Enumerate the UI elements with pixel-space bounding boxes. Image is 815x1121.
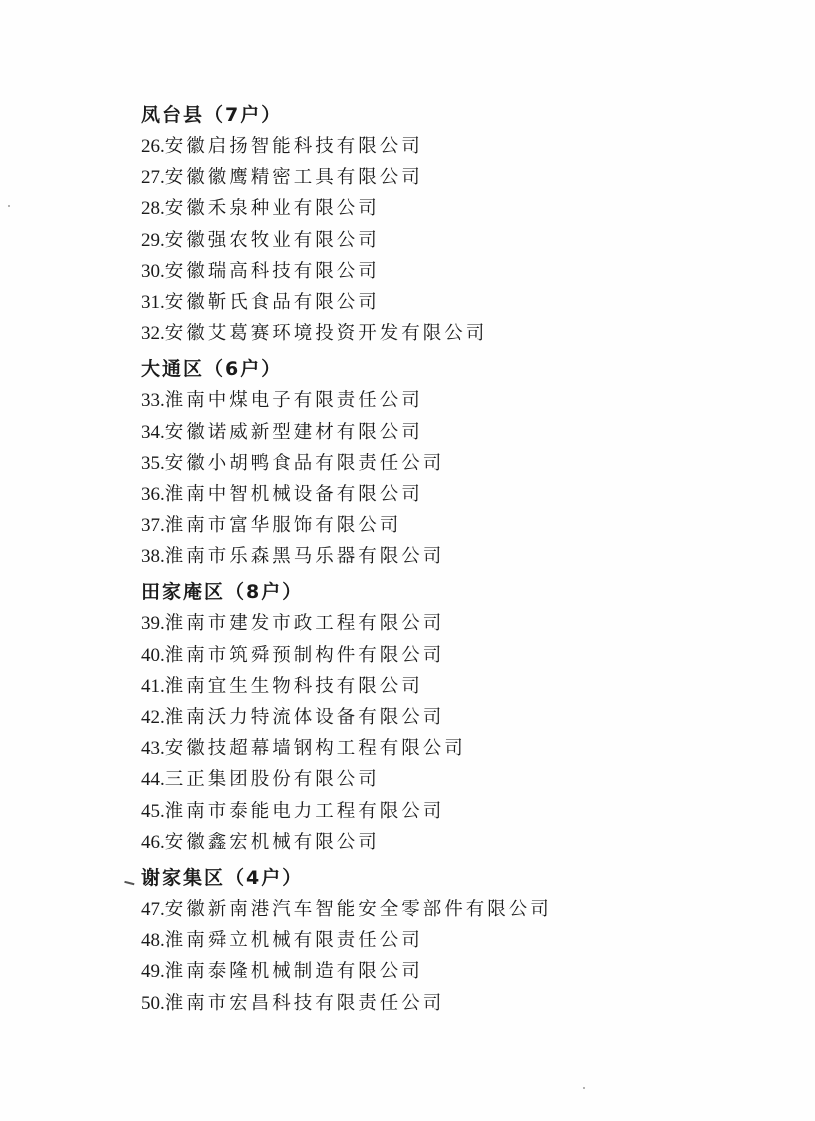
- company-name: 安徽禾泉种业有限公司: [164, 198, 380, 220]
- item-number: 26.: [141, 136, 165, 157]
- scan-speck: [8, 205, 10, 207]
- item-number: 40.: [141, 644, 165, 666]
- list-item: [141, 479, 781, 510]
- list-item: [141, 956, 781, 987]
- section-xiejiaji: [141, 863, 781, 1019]
- company-name: 安徽瑞高科技有限公司: [164, 260, 380, 282]
- list-item: [141, 417, 781, 448]
- item-number: 44.: [141, 769, 165, 791]
- item-number: 45.: [141, 800, 165, 822]
- company-name: 淮南沃力特流体设备有限公司: [164, 707, 445, 728]
- list-item: [141, 162, 781, 193]
- list-item: [141, 733, 781, 764]
- company-name: 淮南市建发市政工程有限公司: [164, 613, 445, 635]
- item-number: 36.: [141, 483, 165, 505]
- item-number: 50.: [141, 992, 165, 1014]
- company-name: 淮南中煤电子有限责任公司: [164, 390, 423, 412]
- item-number: 29.: [141, 229, 165, 251]
- section-datong: [141, 354, 781, 572]
- list-item: [141, 448, 781, 479]
- scan-speck: [583, 1087, 585, 1089]
- company-list: [141, 100, 781, 1019]
- section-tianjiaan: [141, 577, 781, 858]
- item-number: 41.: [141, 675, 165, 697]
- item-number: 48.: [141, 930, 165, 952]
- item-number: 34.: [141, 421, 165, 443]
- scan-mark: [124, 881, 135, 888]
- list-item: [141, 894, 781, 925]
- item-number: 39.: [141, 613, 165, 635]
- company-name: 安徽技超幕墙钢构工程有限公司: [164, 738, 466, 760]
- company-name: 安徽诺威新型建材有限公司: [164, 421, 423, 443]
- list-item: [141, 925, 781, 956]
- list-item: [141, 764, 781, 795]
- list-item: [141, 385, 781, 416]
- list-item: [141, 256, 781, 287]
- item-number: 43.: [141, 738, 165, 760]
- company-name: 淮南市乐森黑马乐器有限公司: [164, 546, 445, 568]
- list-item: [141, 131, 781, 162]
- company-name: 淮南市泰能电力工程有限公司: [164, 800, 445, 822]
- item-number: 28.: [141, 198, 165, 220]
- section-heading: 凤台县（7户）: [141, 104, 283, 126]
- company-name: 淮南宜生生物科技有限公司: [164, 675, 423, 697]
- list-item: [141, 988, 781, 1019]
- company-name: 三正集团股份有限公司: [164, 769, 380, 791]
- company-name: 安徽小胡鸭食品有限责任公司: [164, 452, 445, 474]
- list-item: [141, 702, 781, 733]
- item-number: 27.: [141, 167, 165, 189]
- company-name: 安徽强农牧业有限公司: [164, 229, 380, 251]
- item-number: 30.: [141, 260, 165, 282]
- company-name: 淮南市宏昌科技有限责任公司: [164, 992, 445, 1014]
- item-number: 31.: [141, 291, 165, 313]
- company-name: 淮南市富华服饰有限公司: [164, 515, 402, 537]
- company-name: 安徽启扬智能科技有限公司: [164, 136, 423, 157]
- company-name: 安徽艾葛赛环境投资开发有限公司: [164, 323, 488, 345]
- item-number: 37.: [141, 515, 165, 537]
- item-number: 49.: [141, 961, 165, 983]
- list-item: [141, 827, 781, 858]
- company-name: 淮南泰隆机械制造有限公司: [164, 961, 423, 983]
- list-item: [141, 796, 781, 827]
- company-name: 淮南舜立机械有限责任公司: [164, 930, 423, 952]
- company-name: 安徽新南港汽车智能安全零部件有限公司: [164, 898, 552, 920]
- list-item: [141, 541, 781, 572]
- company-name: 安徽靳氏食品有限公司: [164, 291, 380, 313]
- list-item: [141, 510, 781, 541]
- list-item: [141, 640, 781, 671]
- company-name: 安徽徽鹰精密工具有限公司: [164, 167, 423, 189]
- list-item: [141, 608, 781, 639]
- item-number: 47.: [141, 898, 165, 920]
- item-number: 42.: [141, 707, 165, 728]
- item-number: 33.: [141, 390, 165, 412]
- company-name: 安徽鑫宏机械有限公司: [164, 831, 380, 853]
- company-name: 淮南市筑舜预制构件有限公司: [164, 644, 445, 666]
- list-item: [141, 318, 781, 349]
- section-heading: 大通区（6户）: [141, 358, 283, 381]
- list-item: [141, 225, 781, 256]
- item-number: 38.: [141, 546, 165, 568]
- item-number: 46.: [141, 831, 165, 853]
- company-name: 淮南中智机械设备有限公司: [164, 483, 423, 505]
- item-number: 32.: [141, 323, 165, 345]
- list-item: [141, 671, 781, 702]
- list-item: [141, 287, 781, 318]
- item-number: 35.: [141, 452, 165, 474]
- section-heading: 田家庵区（8户）: [141, 581, 304, 604]
- section-heading: 谢家集区（4户）: [141, 866, 304, 889]
- list-item: [141, 193, 781, 224]
- section-fengtai: [141, 100, 781, 349]
